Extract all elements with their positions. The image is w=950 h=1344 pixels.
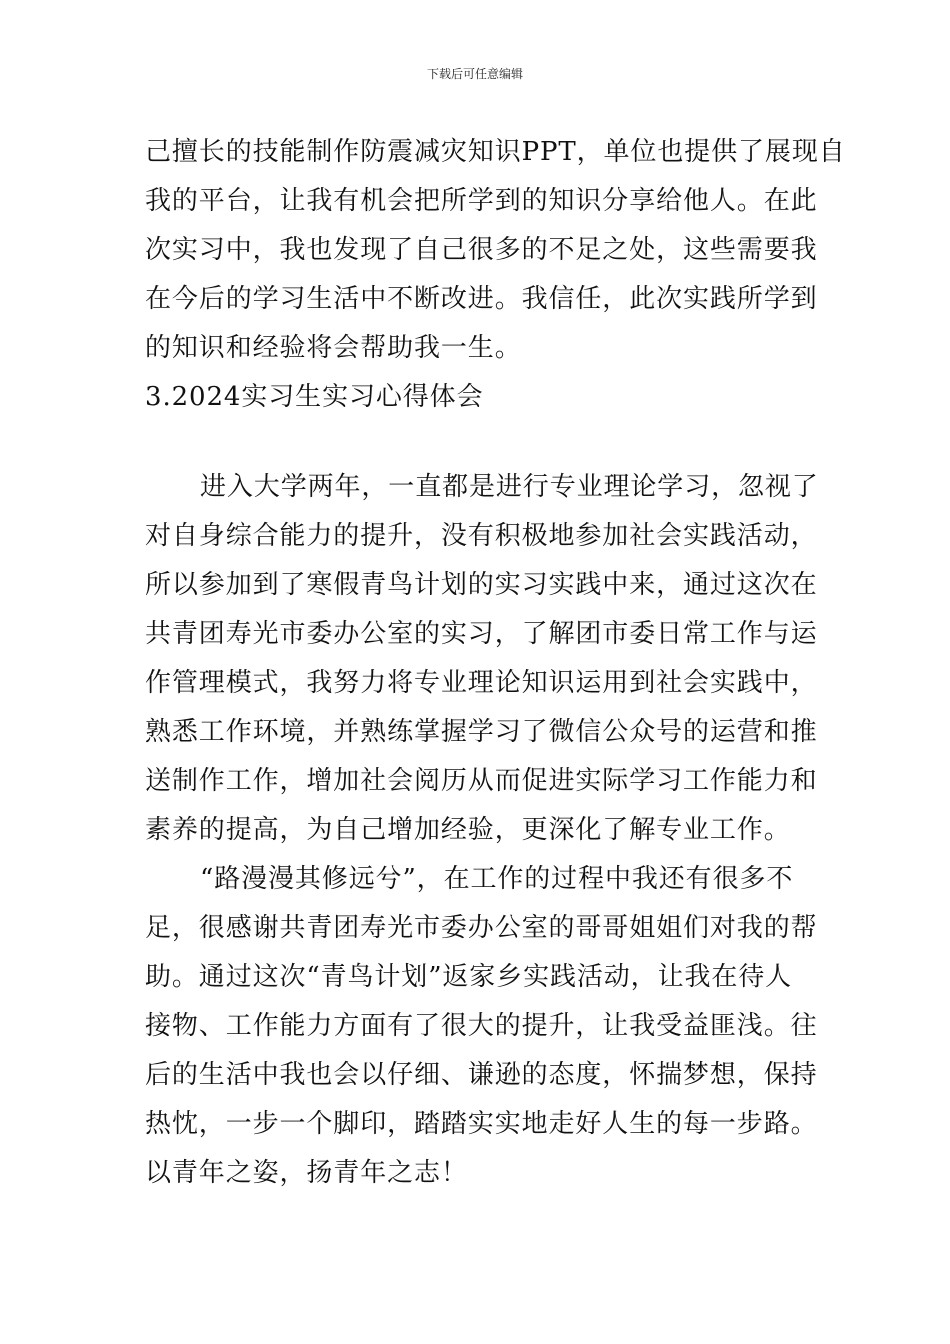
text-line: 共青团寿光市委办公室的实习，了解团市委日常工作与运 bbox=[145, 619, 818, 649]
page-header: 下载后可任意编辑 bbox=[426, 67, 523, 81]
text-line: 送制作工作，增加社会阅历从而促进实际学习工作能力和 bbox=[145, 766, 818, 796]
text-line: 进入大学两年，一直都是进行专业理论学习，忽视了 bbox=[200, 472, 819, 502]
text-line: 己擅长的技能制作防震减灾知识PPT，单位也提供了展现自 bbox=[145, 137, 846, 167]
text-line: 对自身综合能力的提升，没有积极地参加社会实践活动， bbox=[145, 521, 818, 551]
paragraph-continuation bbox=[145, 128, 846, 373]
text-line: 作管理模式，我努力将专业理论知识运用到社会实践中， bbox=[145, 668, 818, 698]
text-line: 助。通过这次“青鸟计划”返家乡实践活动，让我在待人 bbox=[145, 962, 793, 992]
section-title: 3.2024实习生实习心得体会 bbox=[145, 382, 484, 412]
spacer bbox=[145, 422, 810, 463]
text-line: 接物、工作能力方面有了很大的提升，让我受益匪浅。往 bbox=[145, 1011, 818, 1041]
text-line: 的知识和经验将会帮助我一生。 bbox=[145, 333, 522, 363]
text-line: 后的生活中我也会以仔细、谦逊的态度，怀揣梦想，保持 bbox=[145, 1060, 818, 1090]
text-line: 次实习中，我也发现了自己很多的不足之处，这些需要我 bbox=[145, 235, 818, 265]
text-line: 在今后的学习生活中不断改进。我信任，此次实践所学到 bbox=[145, 284, 818, 314]
document-body bbox=[145, 128, 846, 1198]
text-line: 热忱，一步一个脚印，踏踏实实地走好人生的每一步路。 bbox=[145, 1109, 818, 1139]
text-line: “路漫漫其修远兮”，在工作的过程中我还有很多不 bbox=[200, 864, 794, 894]
text-line: 熟悉工作环境，并熟练掌握学习了微信公众号的运营和推 bbox=[145, 717, 818, 747]
text-line: 所以参加到了寒假青鸟计划的实习实践中来，通过这次在 bbox=[145, 570, 818, 600]
text-line: 足，很感谢共青团寿光市委办公室的哥哥姐姐们对我的帮 bbox=[145, 913, 818, 943]
text-line: 素养的提高，为自己增加经验，更深化了解专业工作。 bbox=[145, 815, 791, 845]
text-line: 我的平台，让我有机会把所学到的知识分享给他人。在此 bbox=[145, 186, 818, 216]
paragraph-conclusion bbox=[145, 855, 818, 1198]
text-line: 以青年之姿，扬青年之志！ bbox=[145, 1158, 468, 1188]
paragraph-intro bbox=[145, 463, 819, 855]
